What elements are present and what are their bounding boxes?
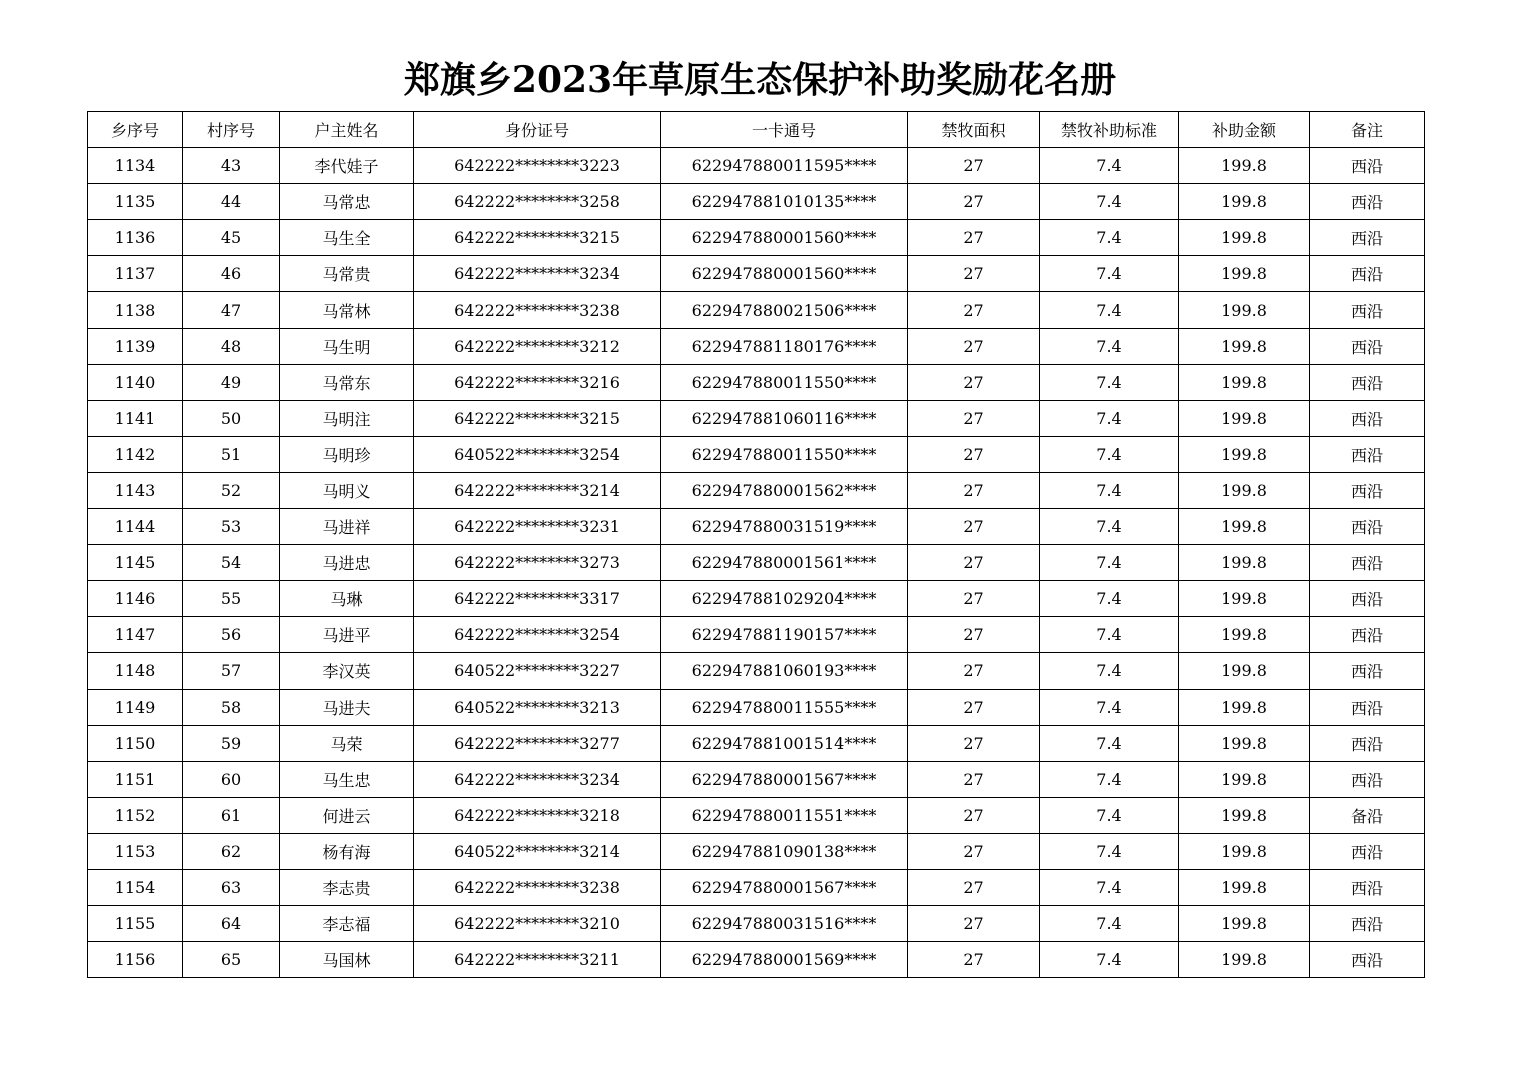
cell-remarks: 西沿 — [1310, 906, 1425, 942]
cell-township-seq: 1142 — [88, 436, 183, 472]
cell-remarks: 西沿 — [1310, 509, 1425, 545]
table-row — [88, 689, 1425, 725]
cell-card-number: 622947880011550**** — [661, 364, 908, 400]
cell-subsidy-amount: 199.8 — [1179, 220, 1310, 256]
cell-subsidy-amount: 199.8 — [1179, 797, 1310, 833]
cell-householder-name: 马明义 — [280, 472, 414, 508]
subsidy-roster-table — [87, 111, 1425, 978]
cell-subsidy-amount: 199.8 — [1179, 725, 1310, 761]
cell-householder-name: 马常东 — [280, 364, 414, 400]
cell-remarks: 西沿 — [1310, 292, 1425, 328]
cell-village-seq: 48 — [183, 328, 280, 364]
cell-id-number: 640522********3254 — [414, 436, 661, 472]
cell-village-seq: 54 — [183, 545, 280, 581]
cell-card-number: 622947880021506**** — [661, 292, 908, 328]
header-id-number: 身份证号 — [414, 112, 661, 148]
cell-card-number: 622947881190157**** — [661, 617, 908, 653]
cell-subsidy-rate: 7.4 — [1040, 292, 1179, 328]
cell-grazing-ban-area: 27 — [908, 833, 1040, 869]
table-row — [88, 256, 1425, 292]
cell-remarks: 西沿 — [1310, 653, 1425, 689]
cell-card-number: 622947880001560**** — [661, 256, 908, 292]
cell-subsidy-amount: 199.8 — [1179, 472, 1310, 508]
header-village-seq: 村序号 — [183, 112, 280, 148]
cell-remarks: 西沿 — [1310, 833, 1425, 869]
table-row — [88, 509, 1425, 545]
cell-remarks: 西沿 — [1310, 689, 1425, 725]
cell-householder-name: 马国林 — [280, 942, 414, 978]
cell-subsidy-rate: 7.4 — [1040, 906, 1179, 942]
cell-id-number: 642222********3216 — [414, 364, 661, 400]
cell-township-seq: 1148 — [88, 653, 183, 689]
table-row — [88, 184, 1425, 220]
cell-card-number: 622947881029204**** — [661, 581, 908, 617]
cell-township-seq: 1144 — [88, 509, 183, 545]
cell-village-seq: 60 — [183, 761, 280, 797]
cell-remarks: 西沿 — [1310, 472, 1425, 508]
cell-township-seq: 1156 — [88, 942, 183, 978]
cell-subsidy-amount: 199.8 — [1179, 617, 1310, 653]
cell-card-number: 622947880001560**** — [661, 220, 908, 256]
cell-remarks: 西沿 — [1310, 184, 1425, 220]
cell-subsidy-amount: 199.8 — [1179, 653, 1310, 689]
cell-village-seq: 63 — [183, 869, 280, 905]
cell-subsidy-amount: 199.8 — [1179, 689, 1310, 725]
cell-township-seq: 1134 — [88, 148, 183, 184]
cell-grazing-ban-area: 27 — [908, 472, 1040, 508]
cell-grazing-ban-area: 27 — [908, 328, 1040, 364]
cell-subsidy-rate: 7.4 — [1040, 220, 1179, 256]
cell-id-number: 642222********3215 — [414, 400, 661, 436]
cell-remarks: 西沿 — [1310, 725, 1425, 761]
cell-grazing-ban-area: 27 — [908, 184, 1040, 220]
cell-township-seq: 1153 — [88, 833, 183, 869]
cell-id-number: 642222********3218 — [414, 797, 661, 833]
cell-township-seq: 1147 — [88, 617, 183, 653]
cell-village-seq: 44 — [183, 184, 280, 220]
table-row — [88, 545, 1425, 581]
cell-card-number: 622947880011551**** — [661, 797, 908, 833]
cell-householder-name: 李代娃子 — [280, 148, 414, 184]
cell-grazing-ban-area: 27 — [908, 869, 1040, 905]
cell-card-number: 622947880001567**** — [661, 761, 908, 797]
cell-card-number: 622947880011550**** — [661, 436, 908, 472]
cell-subsidy-rate: 7.4 — [1040, 364, 1179, 400]
cell-grazing-ban-area: 27 — [908, 148, 1040, 184]
cell-subsidy-rate: 7.4 — [1040, 869, 1179, 905]
cell-subsidy-amount: 199.8 — [1179, 364, 1310, 400]
cell-grazing-ban-area: 27 — [908, 436, 1040, 472]
cell-township-seq: 1140 — [88, 364, 183, 400]
cell-id-number: 642222********3234 — [414, 761, 661, 797]
cell-village-seq: 51 — [183, 436, 280, 472]
cell-village-seq: 55 — [183, 581, 280, 617]
cell-township-seq: 1135 — [88, 184, 183, 220]
cell-id-number: 642222********3258 — [414, 184, 661, 220]
cell-township-seq: 1150 — [88, 725, 183, 761]
cell-householder-name: 杨有海 — [280, 833, 414, 869]
cell-remarks: 西沿 — [1310, 436, 1425, 472]
table-row — [88, 400, 1425, 436]
cell-subsidy-rate: 7.4 — [1040, 400, 1179, 436]
cell-card-number: 622947881060116**** — [661, 400, 908, 436]
table-row — [88, 472, 1425, 508]
cell-householder-name: 马常贵 — [280, 256, 414, 292]
cell-id-number: 640522********3227 — [414, 653, 661, 689]
cell-grazing-ban-area: 27 — [908, 256, 1040, 292]
cell-id-number: 642222********3254 — [414, 617, 661, 653]
cell-village-seq: 46 — [183, 256, 280, 292]
cell-village-seq: 50 — [183, 400, 280, 436]
cell-grazing-ban-area: 27 — [908, 797, 1040, 833]
header-subsidy-amount: 补助金额 — [1179, 112, 1310, 148]
cell-householder-name: 马明注 — [280, 400, 414, 436]
cell-card-number: 622947880001569**** — [661, 942, 908, 978]
table-row — [88, 364, 1425, 400]
header-card-number: 一卡通号 — [661, 112, 908, 148]
cell-householder-name: 马生忠 — [280, 761, 414, 797]
cell-card-number: 622947880031516**** — [661, 906, 908, 942]
cell-id-number: 642222********3238 — [414, 292, 661, 328]
table-row — [88, 833, 1425, 869]
cell-card-number: 622947880011595**** — [661, 148, 908, 184]
cell-id-number: 642222********3273 — [414, 545, 661, 581]
cell-subsidy-rate: 7.4 — [1040, 581, 1179, 617]
cell-householder-name: 李志贵 — [280, 869, 414, 905]
cell-village-seq: 62 — [183, 833, 280, 869]
cell-id-number: 640522********3213 — [414, 689, 661, 725]
table-row — [88, 328, 1425, 364]
cell-grazing-ban-area: 27 — [908, 509, 1040, 545]
cell-subsidy-amount: 199.8 — [1179, 942, 1310, 978]
cell-township-seq: 1136 — [88, 220, 183, 256]
cell-id-number: 642222********3238 — [414, 869, 661, 905]
cell-remarks: 西沿 — [1310, 148, 1425, 184]
cell-grazing-ban-area: 27 — [908, 689, 1040, 725]
cell-subsidy-amount: 199.8 — [1179, 436, 1310, 472]
cell-householder-name: 李汉英 — [280, 653, 414, 689]
table-row — [88, 869, 1425, 905]
cell-township-seq: 1143 — [88, 472, 183, 508]
cell-householder-name: 马琳 — [280, 581, 414, 617]
cell-card-number: 622947881001514**** — [661, 725, 908, 761]
cell-id-number: 642222********3215 — [414, 220, 661, 256]
cell-subsidy-rate: 7.4 — [1040, 328, 1179, 364]
cell-remarks: 西沿 — [1310, 400, 1425, 436]
cell-householder-name: 马进夫 — [280, 689, 414, 725]
cell-id-number: 642222********3234 — [414, 256, 661, 292]
cell-village-seq: 59 — [183, 725, 280, 761]
cell-township-seq: 1149 — [88, 689, 183, 725]
cell-village-seq: 58 — [183, 689, 280, 725]
cell-subsidy-amount: 199.8 — [1179, 292, 1310, 328]
cell-householder-name: 马进忠 — [280, 545, 414, 581]
cell-remarks: 西沿 — [1310, 328, 1425, 364]
header-remarks: 备注 — [1310, 112, 1425, 148]
cell-id-number: 642222********3277 — [414, 725, 661, 761]
cell-grazing-ban-area: 27 — [908, 725, 1040, 761]
table-row — [88, 761, 1425, 797]
cell-remarks: 西沿 — [1310, 364, 1425, 400]
cell-subsidy-amount: 199.8 — [1179, 400, 1310, 436]
cell-village-seq: 49 — [183, 364, 280, 400]
cell-subsidy-amount: 199.8 — [1179, 148, 1310, 184]
cell-id-number: 642222********3317 — [414, 581, 661, 617]
cell-township-seq: 1138 — [88, 292, 183, 328]
cell-township-seq: 1139 — [88, 328, 183, 364]
cell-card-number: 622947881010135**** — [661, 184, 908, 220]
cell-subsidy-rate: 7.4 — [1040, 184, 1179, 220]
cell-householder-name: 李志福 — [280, 906, 414, 942]
cell-remarks: 西沿 — [1310, 617, 1425, 653]
cell-village-seq: 45 — [183, 220, 280, 256]
cell-village-seq: 57 — [183, 653, 280, 689]
cell-village-seq: 53 — [183, 509, 280, 545]
header-township-seq: 乡序号 — [88, 112, 183, 148]
cell-subsidy-rate: 7.4 — [1040, 725, 1179, 761]
cell-householder-name: 马进平 — [280, 617, 414, 653]
cell-card-number: 622947880001567**** — [661, 869, 908, 905]
header-grazing-ban-area: 禁牧面积 — [908, 112, 1040, 148]
cell-subsidy-rate: 7.4 — [1040, 256, 1179, 292]
cell-township-seq: 1155 — [88, 906, 183, 942]
cell-id-number: 642222********3210 — [414, 906, 661, 942]
cell-village-seq: 65 — [183, 942, 280, 978]
cell-remarks: 备沿 — [1310, 797, 1425, 833]
cell-subsidy-rate: 7.4 — [1040, 797, 1179, 833]
table-row — [88, 653, 1425, 689]
table-row — [88, 797, 1425, 833]
cell-subsidy-rate: 7.4 — [1040, 545, 1179, 581]
cell-grazing-ban-area: 27 — [908, 761, 1040, 797]
cell-card-number: 622947880001561**** — [661, 545, 908, 581]
cell-id-number: 642222********3211 — [414, 942, 661, 978]
cell-grazing-ban-area: 27 — [908, 364, 1040, 400]
table-row — [88, 906, 1425, 942]
cell-village-seq: 47 — [183, 292, 280, 328]
cell-village-seq: 52 — [183, 472, 280, 508]
cell-township-seq: 1145 — [88, 545, 183, 581]
cell-grazing-ban-area: 27 — [908, 581, 1040, 617]
header-subsidy-rate: 禁牧补助标准 — [1040, 112, 1179, 148]
cell-subsidy-amount: 199.8 — [1179, 328, 1310, 364]
cell-id-number: 640522********3214 — [414, 833, 661, 869]
cell-householder-name: 何进云 — [280, 797, 414, 833]
cell-grazing-ban-area: 27 — [908, 292, 1040, 328]
cell-subsidy-rate: 7.4 — [1040, 942, 1179, 978]
cell-subsidy-amount: 199.8 — [1179, 581, 1310, 617]
cell-subsidy-amount: 199.8 — [1179, 906, 1310, 942]
cell-subsidy-amount: 199.8 — [1179, 545, 1310, 581]
cell-householder-name: 马进祥 — [280, 509, 414, 545]
cell-card-number: 622947881180176**** — [661, 328, 908, 364]
cell-subsidy-rate: 7.4 — [1040, 509, 1179, 545]
cell-grazing-ban-area: 27 — [908, 400, 1040, 436]
cell-grazing-ban-area: 27 — [908, 220, 1040, 256]
cell-card-number: 622947880001562**** — [661, 472, 908, 508]
cell-village-seq: 43 — [183, 148, 280, 184]
table-row — [88, 220, 1425, 256]
cell-householder-name: 马常忠 — [280, 184, 414, 220]
cell-card-number: 622947881060193**** — [661, 653, 908, 689]
header-householder-name: 户主姓名 — [280, 112, 414, 148]
cell-subsidy-rate: 7.4 — [1040, 472, 1179, 508]
table-row — [88, 581, 1425, 617]
cell-subsidy-amount: 199.8 — [1179, 509, 1310, 545]
cell-subsidy-amount: 199.8 — [1179, 833, 1310, 869]
table-row — [88, 942, 1425, 978]
cell-id-number: 642222********3223 — [414, 148, 661, 184]
cell-remarks: 西沿 — [1310, 256, 1425, 292]
cell-subsidy-rate: 7.4 — [1040, 436, 1179, 472]
cell-grazing-ban-area: 27 — [908, 942, 1040, 978]
cell-village-seq: 56 — [183, 617, 280, 653]
cell-grazing-ban-area: 27 — [908, 545, 1040, 581]
cell-subsidy-amount: 199.8 — [1179, 256, 1310, 292]
table-header-row — [88, 112, 1425, 148]
cell-subsidy-rate: 7.4 — [1040, 653, 1179, 689]
cell-card-number: 622947881090138**** — [661, 833, 908, 869]
table-body — [88, 148, 1425, 978]
cell-township-seq: 1152 — [88, 797, 183, 833]
table-row — [88, 725, 1425, 761]
table-row — [88, 436, 1425, 472]
cell-remarks: 西沿 — [1310, 220, 1425, 256]
cell-id-number: 642222********3214 — [414, 472, 661, 508]
table-row — [88, 292, 1425, 328]
cell-subsidy-rate: 7.4 — [1040, 833, 1179, 869]
cell-remarks: 西沿 — [1310, 581, 1425, 617]
cell-grazing-ban-area: 27 — [908, 617, 1040, 653]
cell-township-seq: 1137 — [88, 256, 183, 292]
cell-subsidy-rate: 7.4 — [1040, 148, 1179, 184]
cell-subsidy-rate: 7.4 — [1040, 617, 1179, 653]
cell-township-seq: 1141 — [88, 400, 183, 436]
cell-householder-name: 马明珍 — [280, 436, 414, 472]
table-row — [88, 148, 1425, 184]
cell-remarks: 西沿 — [1310, 869, 1425, 905]
cell-township-seq: 1146 — [88, 581, 183, 617]
cell-remarks: 西沿 — [1310, 942, 1425, 978]
cell-township-seq: 1154 — [88, 869, 183, 905]
cell-card-number: 622947880031519**** — [661, 509, 908, 545]
cell-village-seq: 61 — [183, 797, 280, 833]
cell-subsidy-amount: 199.8 — [1179, 184, 1310, 220]
cell-village-seq: 64 — [183, 906, 280, 942]
cell-township-seq: 1151 — [88, 761, 183, 797]
cell-subsidy-rate: 7.4 — [1040, 689, 1179, 725]
cell-card-number: 622947880011555**** — [661, 689, 908, 725]
document-title: 郑旗乡2023年草原生态保护补助奖励花名册 — [403, 59, 1117, 101]
cell-subsidy-amount: 199.8 — [1179, 761, 1310, 797]
cell-householder-name: 马生全 — [280, 220, 414, 256]
cell-grazing-ban-area: 27 — [908, 906, 1040, 942]
cell-remarks: 西沿 — [1310, 761, 1425, 797]
cell-householder-name: 马生明 — [280, 328, 414, 364]
cell-householder-name: 马常林 — [280, 292, 414, 328]
cell-id-number: 642222********3212 — [414, 328, 661, 364]
cell-subsidy-rate: 7.4 — [1040, 761, 1179, 797]
cell-remarks: 西沿 — [1310, 545, 1425, 581]
table-row — [88, 617, 1425, 653]
cell-id-number: 642222********3231 — [414, 509, 661, 545]
cell-grazing-ban-area: 27 — [908, 653, 1040, 689]
cell-subsidy-amount: 199.8 — [1179, 869, 1310, 905]
cell-householder-name: 马荣 — [280, 725, 414, 761]
